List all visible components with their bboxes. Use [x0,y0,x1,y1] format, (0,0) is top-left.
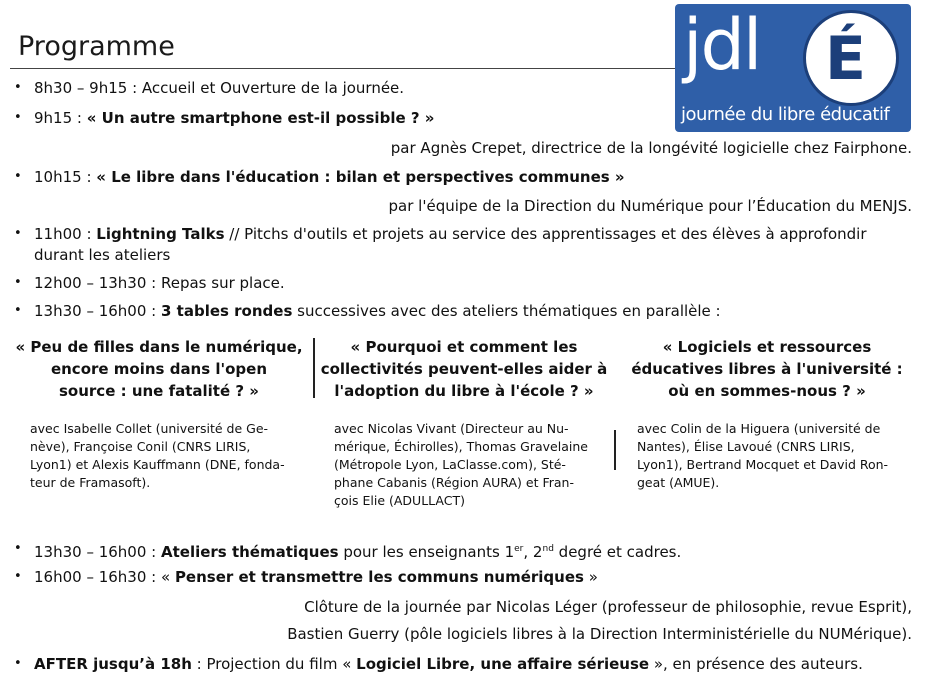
program-item: 11h00 : Lightning Talks // Pitchs d'outils et projets au service des apprentissages et des élèves à approfondir [34,225,867,243]
table-speakers-3: avec Colin de la Higuera (université de Nantes), Élise Lavoué (CNRS LIRIS, Lyon1), Bertrand Mocquet et David Ron- geat (AMUE). [637,421,889,490]
program-item: 9h15 : « Un autre smartphone est-il possible ? » [34,109,435,127]
bullet: • [14,275,22,290]
column-divider [614,430,616,470]
closing-byline: Bastien Guerry (pôle logiciels libres à la Direction Interministérielle du NUMérique). [287,625,912,643]
program-item: 16h00 – 16h30 : « Penser et transmettre les communs numériques » [34,568,598,586]
page-title: Programme [18,31,175,62]
bullet: • [14,80,22,95]
table-title-3: « Logiciels et ressources éducatives libres à l'université : où en sommes-nous ? » [631,338,903,400]
closing-byline: Clôture de la journée par Nicolas Léger (professeur de philosophie, revue Esprit), [304,598,912,616]
table-speakers-1: avec Isabelle Collet (université de Ge- nève), Françoise Conil (CNRS LIRIS, Lyon1) et Alexis Kauffmann (DNE, fonda- teur de Framasoft). [30,421,285,490]
program-item: 10h15 : « Le libre dans l'éducation : bilan et perspectives communes » [34,168,625,186]
program-item: 12h00 – 13h30 : Repas sur place. [34,274,285,292]
logo-jdl-text: jdl [683,4,761,86]
column-divider [313,338,315,398]
bullet: • [14,303,22,318]
bullet: • [14,110,22,125]
jdl-logo [675,4,911,132]
program-item: AFTER jusqu’à 18h : Projection du film « Logiciel Libre, une affaire sérieuse », en présence des auteurs. [34,655,863,673]
table-title-2: « Pourquoi et comment les collectivités peuvent-elles aider à l'adoption du libre à l'école ? » [320,338,608,400]
bullet: • [14,226,22,241]
bullet: • [14,656,22,671]
bullet: • [14,541,22,556]
table-title-1: « Peu de filles dans le numérique, encore moins dans l'open source : une fatalité ? » [15,338,303,400]
program-item: 13h30 – 16h00 : 3 tables rondes successives avec des ateliers thématiques en parallèle : [34,302,721,320]
program-item: 8h30 – 9h15 : Accueil et Ouverture de la journée. [34,79,405,97]
bullet: • [14,569,22,584]
speaker-byline: par l'équipe de la Direction du Numérique pour l’Éducation du MENJS. [388,197,912,215]
logo-e-letter: É [825,24,866,94]
title-rule [10,68,682,69]
speaker-byline: par Agnès Crepet, directrice de la longévité logicielle chez Fairphone. [390,139,912,157]
logo-tagline: journée du libre éducatif [681,104,890,125]
program-item: 13h30 – 16h00 : Ateliers thématiques pour les enseignants 1er, 2nd degré et cadres. [34,543,682,561]
table-speakers-2: avec Nicolas Vivant (Directeur au Nu- mérique, Échirolles), Thomas Gravelaine (Métropole Lyon, LaClasse.com), Sté- phane Cabanis (Région AURA) et Fran- çois Elie (ADULLACT) [334,421,588,508]
program-item-continuation: durant les ateliers [34,246,171,264]
bullet: • [14,169,22,184]
